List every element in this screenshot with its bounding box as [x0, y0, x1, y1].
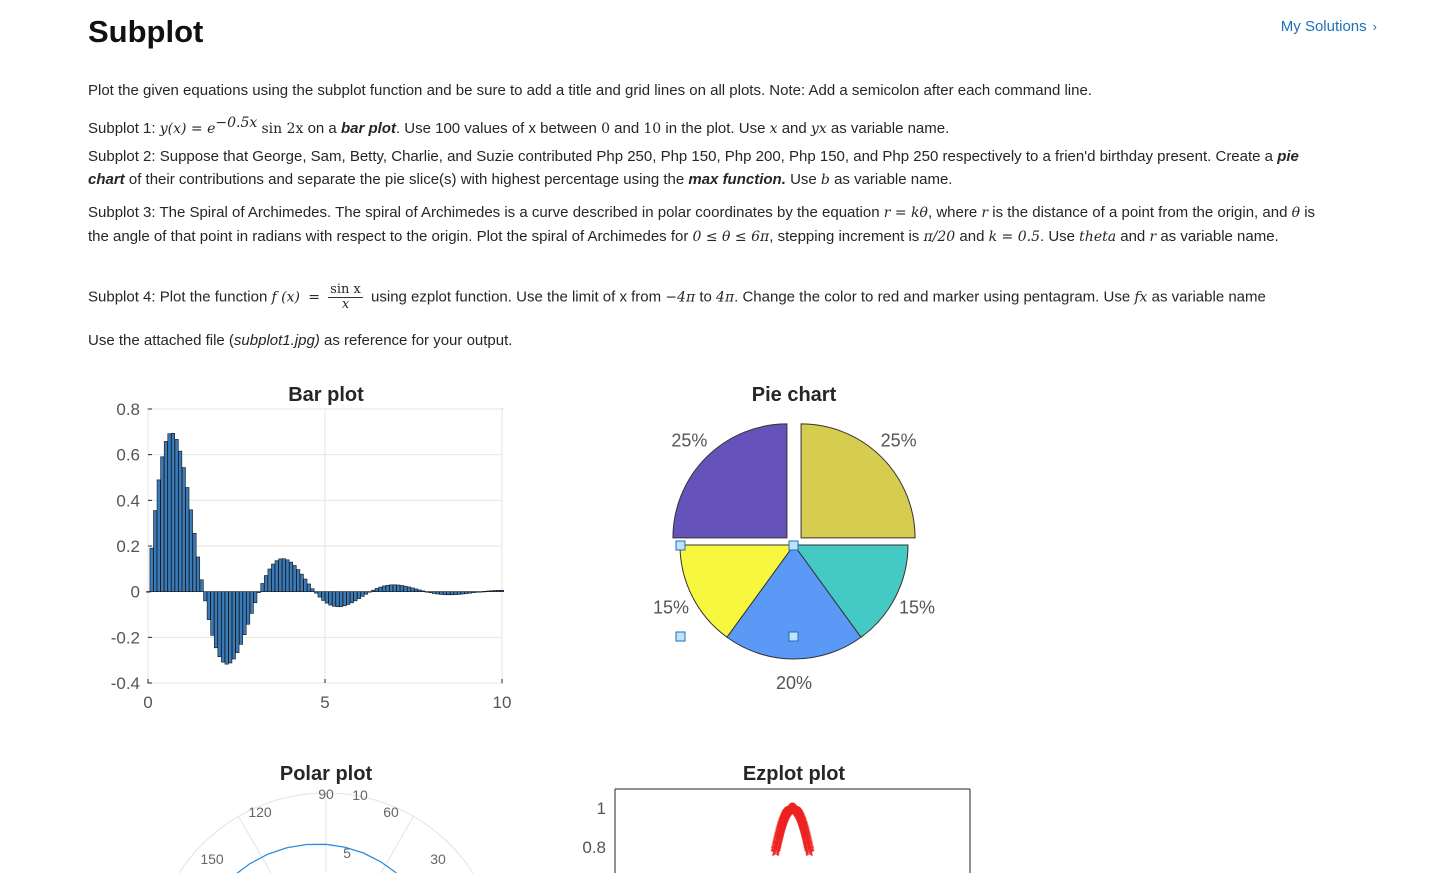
bar-plot-bar — [332, 592, 335, 607]
bar-plot-bar — [418, 590, 421, 592]
bar-plot-bar — [382, 586, 385, 592]
bar-plot-bar — [236, 592, 239, 653]
polar-grid-spoke — [326, 816, 414, 873]
bar-plot-bar — [389, 585, 392, 592]
bar-plot-yticks — [111, 400, 152, 693]
bar-plot-bar — [450, 592, 453, 595]
pie-chart — [653, 384, 935, 693]
bar-plot-bar — [325, 592, 328, 603]
ezplot-ytick: 1 — [596, 799, 606, 818]
bar-plot-bar — [182, 468, 185, 592]
bar-plot-bar — [204, 592, 207, 601]
bar-plot-bar — [246, 592, 249, 625]
bar-plot-bar — [393, 585, 396, 592]
bar-plot-bar — [307, 584, 310, 592]
bar-plot-bar — [250, 592, 253, 614]
bar-plot-bar — [482, 591, 485, 592]
bar-plot-bar — [286, 560, 289, 592]
bar-plot-bar — [343, 592, 346, 606]
bar-plot-ytick-label: 0.4 — [116, 491, 140, 511]
bar-plot-bar — [347, 592, 350, 605]
subplot2-paragraph: Subplot 2: Suppose that George, Sam, Betty, Charlie, and Suzie contributed Php 250, Php 150, Php 200, Php 150, and Php 250 respectively to a frien'd birthday present. Create a pie chart of their contributions and separate the pie slice(s) with highest percentage using the max function. Use b as variable name. — [88, 148, 1299, 188]
bar-plot-bar — [440, 592, 443, 595]
bar-plot-bar — [279, 559, 282, 592]
bar-plot-bar — [200, 580, 203, 592]
ezplot-markers — [771, 804, 813, 856]
bar-plot-bar — [243, 592, 246, 635]
bar-plot-bar — [415, 589, 418, 592]
bar-plot-bar — [472, 592, 475, 593]
bar-plot-bar — [486, 591, 489, 592]
subplot3-paragraph: Subplot 3: The Spiral of Archimedes. The spiral of Archimedes is a curve described in polar coordinates by the equation r = kθ, where r is the distance of a point from the origin, and θ is the angle of that point in radians with respect to the origin. Plot the spiral of Archimedes for 0 ≤ θ ≤ 6π, stepping increment is π/20 and k = 0.5. Use theta and r as variable name. — [88, 204, 1316, 245]
bar-plot-bar — [493, 591, 496, 592]
bar-plot-bar — [354, 592, 357, 601]
bar-plot-bar — [329, 592, 332, 605]
bar-plot-bar — [225, 592, 228, 664]
selection-handle[interactable] — [789, 632, 798, 641]
chevron-right-icon: › — [1372, 19, 1377, 34]
bar-plot-bar — [275, 561, 278, 592]
bar-plot-bar — [150, 548, 153, 592]
bar-plot-bar — [379, 587, 382, 592]
bar-plot-bar — [468, 592, 471, 594]
polar-angle-label: 150 — [200, 851, 224, 867]
bar-plot-bar — [196, 557, 199, 592]
bar-plot-bar — [475, 592, 478, 593]
bar-plot-bar — [214, 592, 217, 648]
bar-plot-bar — [268, 569, 271, 592]
bar-plot-bar — [397, 585, 400, 592]
bar-plot-bar — [229, 592, 232, 663]
bar-plot-bar — [282, 559, 285, 592]
bar-plot-bar — [300, 574, 303, 592]
bar-plot-bar — [314, 592, 317, 593]
bar-plot-bar — [157, 480, 160, 592]
bar-plot-bar — [297, 570, 300, 592]
pie-slice-label: 15% — [653, 597, 690, 618]
polar-plot — [151, 763, 501, 873]
bar-plot-xtick-label: 5 — [320, 693, 330, 712]
bar-plot-ytick-label: -0.2 — [110, 628, 140, 648]
polar-angle-label: 120 — [248, 804, 272, 820]
bar-plot-bar — [164, 441, 167, 591]
bar-plot-bar — [368, 592, 371, 593]
bar-plot-bar — [361, 592, 364, 597]
ezplot-ytick: 0.8 — [582, 838, 606, 857]
bar-plot-bar — [232, 592, 235, 659]
bar-plot-xticks — [143, 679, 511, 712]
bar-plot-bar — [257, 592, 260, 593]
bar-plot-bar — [254, 592, 257, 603]
bar-plot-bar — [261, 583, 264, 591]
reference-paragraph: Use the attached file (subplot1.jpg) as reference for your output. — [88, 332, 513, 349]
bar-plot-bar — [500, 590, 503, 591]
pie-slice-label: 20% — [775, 673, 813, 693]
bar-plot-bar — [339, 592, 342, 607]
bar-plot-bar — [372, 590, 375, 592]
bar-plot-bar — [189, 510, 192, 592]
polar-angle-label: 60 — [383, 804, 399, 820]
bar-plot-bar — [311, 589, 314, 592]
bar-plot-bar — [322, 592, 325, 601]
bar-plot-bar — [432, 592, 435, 594]
polar-angle-label: 90 — [318, 786, 334, 802]
bar-plot-bar — [336, 592, 339, 607]
selection-handle[interactable] — [676, 632, 685, 641]
bar-plot-bar — [171, 433, 174, 591]
page-title: Subplot — [88, 14, 204, 49]
bar-plot-ytick-label: 0 — [130, 582, 140, 602]
bar-plot-bar — [221, 592, 224, 662]
bar-plot-bar — [304, 579, 307, 592]
bar-plot-bar — [289, 562, 292, 592]
bar-plot-bar — [318, 592, 321, 597]
polar-radius-label: 10 — [352, 787, 368, 803]
bar-plot-bar — [461, 592, 464, 594]
bar-plot-bar — [479, 592, 482, 593]
my-solutions-label: My Solutions — [1280, 18, 1367, 35]
pie-slice-label: 25% — [880, 430, 917, 451]
bar-plot-bar — [186, 487, 189, 591]
bar-plot — [111, 384, 512, 712]
pie-chart-title: Pie chart — [751, 384, 837, 406]
polar-radius-label: 5 — [343, 845, 351, 861]
bar-plot-bar — [457, 592, 460, 595]
bar-plot-bar — [357, 592, 360, 599]
bar-plot-title: Bar plot — [288, 384, 364, 406]
bar-plot-bar — [411, 588, 414, 592]
pie-slice-label: 25% — [671, 430, 708, 451]
bar-plot-ytick-label: -0.4 — [110, 674, 140, 693]
bar-plot-xtick-label: 10 — [492, 693, 512, 712]
subplot1-paragraph: Subplot 1: $y(x) = e^{-0.5x}$ sin 2x on a bar plot. Use 100 values of x between 0 and 10 in the plot. Use x and yx as variable name. — [88, 115, 950, 137]
bar-plot-xtick-label: 0 — [143, 693, 153, 712]
bar-plot-bar — [175, 439, 178, 591]
bar-plot-bar — [375, 588, 378, 591]
pie-slice-label: 15% — [898, 597, 935, 618]
selection-handle[interactable] — [789, 541, 798, 550]
bar-plot-bar — [443, 592, 446, 595]
bar-plot-ytick-label: 0.8 — [116, 400, 140, 419]
bar-plot-bar — [429, 592, 432, 593]
bar-plot-bar — [404, 586, 407, 592]
bar-plot-bar — [168, 434, 171, 592]
bar-plot-bar — [264, 576, 267, 592]
bar-plot-bar — [350, 592, 353, 603]
bar-plot-bar — [193, 533, 196, 591]
bar-plot-bar — [386, 585, 389, 591]
bar-plot-bar — [400, 585, 403, 591]
bar-plot-bar — [497, 590, 500, 591]
bar-plot-bar — [425, 592, 428, 593]
ezplot-plot — [582, 763, 970, 873]
subplot4-paragraph: Subplot 4: Plot the function f (x) = $\frac{\text{sin x}}{x}$ using ezplot function. Use the limit of x from −4π to 4π. Change the color to red and marker using pentagram. Use fx as variable name — [88, 282, 1266, 312]
bar-plot-ytick-label: 0.6 — [116, 445, 140, 465]
bar-plot-bar — [490, 591, 493, 592]
bar-plot-bar — [465, 592, 468, 594]
bar-plot-bar — [454, 592, 457, 595]
bar-plot-bar — [436, 592, 439, 594]
bar-plot-bar — [161, 457, 164, 592]
ezplot-title: Ezplot plot — [742, 763, 846, 785]
bar-plot-bar — [364, 592, 367, 595]
polar-plot-title: Polar plot — [279, 763, 373, 785]
bar-plot-ytick-label: 0.2 — [116, 537, 140, 556]
bar-plot-bar — [218, 592, 221, 657]
bar-plot-bar — [422, 591, 425, 592]
bar-plot-bar — [239, 592, 242, 645]
bar-plot-bar — [211, 592, 214, 636]
bar-plot-bar — [447, 592, 450, 595]
intro-paragraph: Plot the given equations using the subplot function and be sure to add a title and grid lines on all plots. Note: Add a semicolon after each command line. — [88, 82, 1092, 99]
bar-plot-bar — [407, 587, 410, 592]
bar-plot-bar — [207, 592, 210, 620]
polar-angle-label: 30 — [430, 851, 446, 867]
bar-plot-bar — [271, 564, 274, 592]
bar-plot-bar — [153, 511, 156, 592]
bar-plot-bar — [293, 565, 296, 591]
selection-handle[interactable] — [676, 541, 685, 550]
bar-plot-bar — [179, 451, 182, 592]
